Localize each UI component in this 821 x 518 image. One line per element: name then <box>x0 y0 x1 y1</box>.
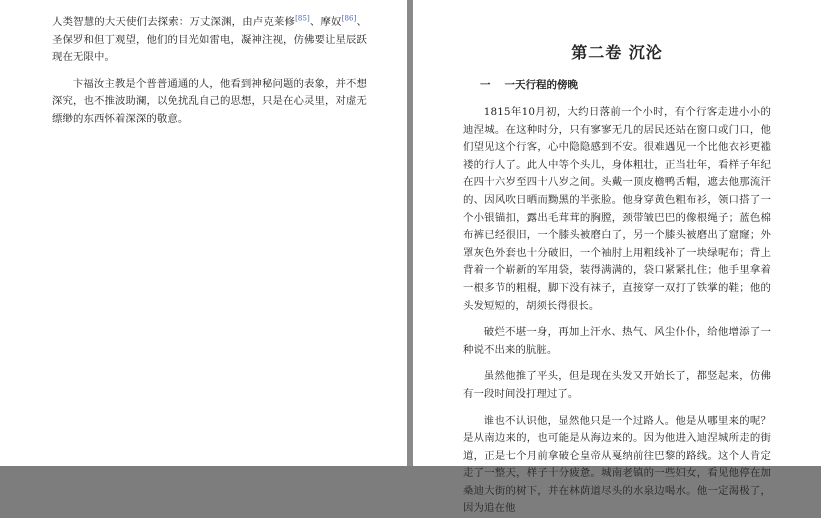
right-paragraph-1: 1815年10月初，大约日落前一个小时，有个行客走进小小的迪涅城。在这种时分，只有寥寥无几的居民还站在窗口或门口，他们望见这个行客，心中隐隐感到不安。很难遇见一个比他衣衫更褴褛的行人了。此人中等个头儿，身体粗壮，正当壮年，看样子年纪在四十六岁至四十八岁之间。头戴一顶皮檐鸭舌帽，遮去他那流汗的、因风吹日晒而黝黑的半张脸。他身穿黄色粗布衫，领口搭了一个小银锚扣，露出毛茸茸的胸膛，颈带皱巴巴的像根绳子；蓝色棉布裤已经很旧，一个膝头被磨白了，另一个膝头被磨出了窟窿；外罩灰色外套也十分破旧，一个袖肘上用粗线补了一块绿呢布；背上背着一个崭新的军用袋，装得满满的，袋口紧紧扎住；他手里拿着一根多节的粗棍，脚下没有袜子，直接穿一双打了铁掌的鞋；他的头发短短的，胡须长得很长。 <box>463 104 771 315</box>
section-title-text: 一天行程的傍晚 <box>505 79 579 91</box>
right-page <box>413 0 821 466</box>
text-segment: 、摩奴 <box>310 16 342 28</box>
text-segment: 人类智慧的大天使们去探索：万丈深渊，由卢克莱修 <box>52 16 295 28</box>
text-segment: 、圣保罗和但丁观望，他们的目光如雷电，凝神注视，仿佛要让星辰跃现在无限中。 <box>52 16 367 63</box>
right-paragraph-4: 谁也不认识他，显然他只是一个过路人。他是从哪里来的呢？是从南边来的，也可能是从海边来的。因为他进入迪涅城所走的街道，正是七个月前拿破仑皇帝从戛纳前往巴黎的路线。这个人肯定走了一整天，样子十分疲惫。城南老镇的一些妇女，看见他停在加桑迪大街的树下，并在林荫道尽头的水泉边喝水。他一定渴极了，因为追在他 <box>463 413 771 518</box>
left-paragraph-2: 卞福汝主教是个普普通通的人，他看到神秘问题的表象，并不想深究，也不推波助澜，以免扰乱自己的思想，只是在心灵里，对虚无缥缈的东西怀着深深的敬意。 <box>52 76 367 129</box>
volume-title: 第二卷 沉沦 <box>463 40 771 63</box>
left-paragraph-1 <box>52 14 367 67</box>
right-paragraph-3: 虽然他推了平头，但是现在头发又开始长了，都竖起来，仿佛有一段时间没打理过了。 <box>463 368 771 403</box>
right-paragraph-2: 破烂不堪一身，再加上汗水、热气、风尘仆仆，给他增添了一种说不出来的肮脏。 <box>463 324 771 359</box>
footnote-link-85[interactable]: [85] <box>295 15 310 23</box>
section-title <box>463 77 771 92</box>
left-page <box>0 0 407 466</box>
section-number: 一 <box>480 79 491 91</box>
footnote-link-86[interactable]: [86] <box>342 15 357 23</box>
